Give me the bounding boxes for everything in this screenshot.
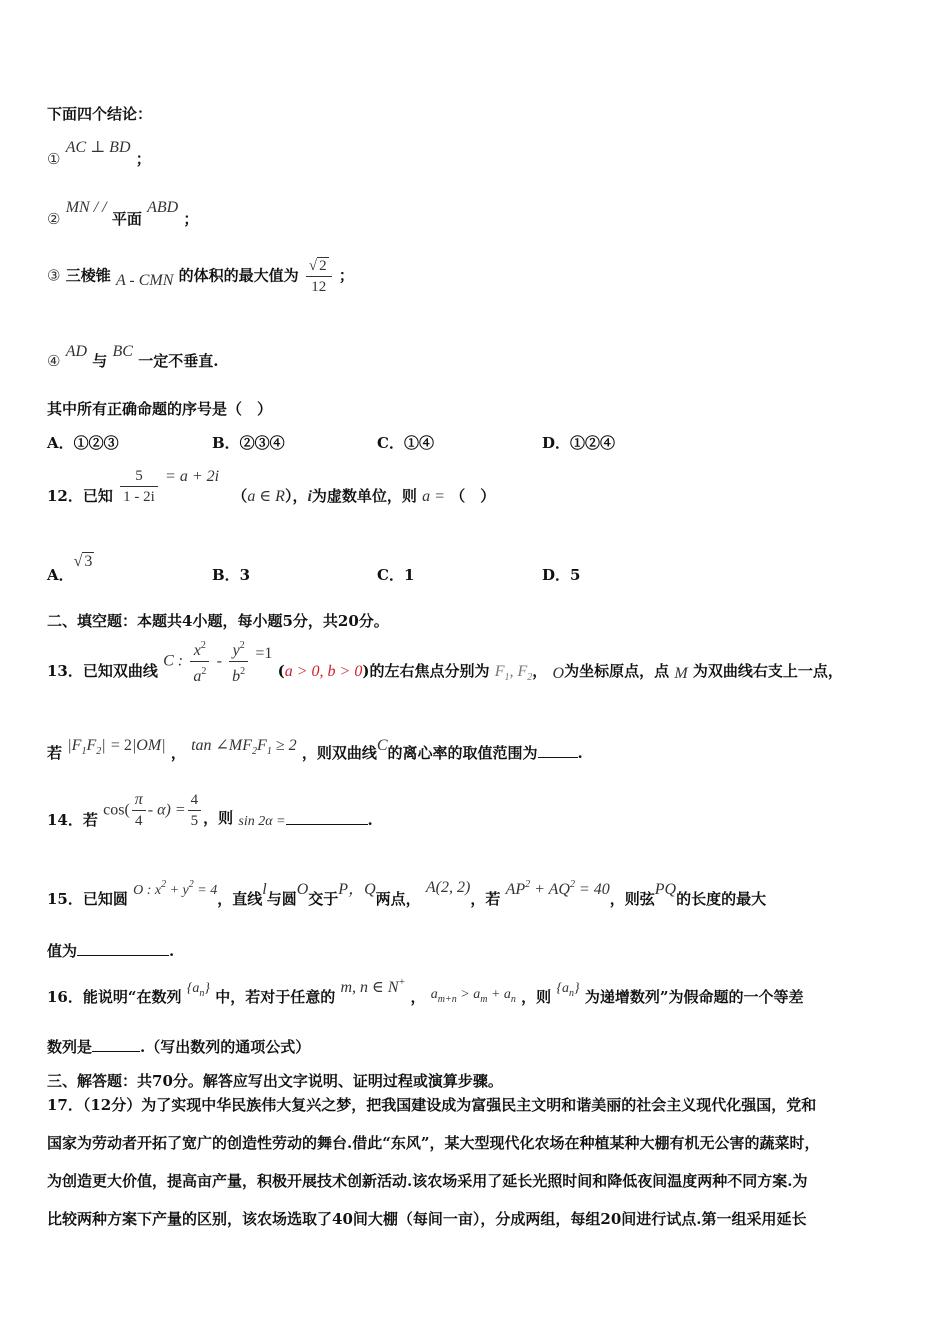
q13-abs-f1: F <box>71 737 82 754</box>
q14-end: . <box>367 810 373 829</box>
q15-condition: $AP^2 + AQ^2 = 40$ <box>505 879 610 898</box>
q13-y-fraction: $\frac{y^2}{b^2}$ <box>229 636 248 687</box>
q11-prompt: 其中所有正确命题的序号是（ ） <box>47 400 273 418</box>
q15-end: . <box>169 942 175 960</box>
q13-minus: - <box>216 652 222 670</box>
conclusion-4-text2: 一定不垂直. <box>138 352 219 370</box>
q13-text1: 的左右焦点分别为 <box>369 661 490 680</box>
q12-option-c: C．1 <box>377 566 415 584</box>
conclusion-3-text1: 三棱锥 <box>65 266 111 285</box>
q16-text2: ，则 <box>521 988 552 1006</box>
q16-tail: .（写出数列的通项公式） <box>140 1038 311 1056</box>
q13-tan: $\tan \angle MF_2F_1 \ge 2$ <box>191 737 297 757</box>
q14-value-fraction <box>188 790 202 831</box>
q11-option-c: C．①④ <box>377 434 434 452</box>
q15-text7: 的长度的最大 <box>676 890 767 908</box>
conclusion-2-end: ； <box>183 210 199 228</box>
conclusion-2-expr1: MN / / <box>65 199 107 216</box>
volume-denominator: 12 <box>311 279 327 295</box>
q13-abs-f2: F <box>86 737 97 754</box>
q13-line2-start: 若 <box>47 744 63 762</box>
q12-imag-unit: i <box>307 487 312 505</box>
q13-point-m: M <box>674 664 688 682</box>
q15-circle-r: = 4 <box>197 883 218 898</box>
q13-a: a <box>193 668 202 685</box>
q16-am: > a <box>460 987 481 1002</box>
q13-text5: 的离心率的取值范围为 <box>387 744 538 762</box>
volume-numerator: 2 <box>319 258 327 274</box>
intro-text: 下面四个结论： <box>47 105 153 123</box>
q15-aq: + AQ <box>534 881 570 898</box>
q13-x: x <box>193 642 201 659</box>
q13-abs-f1f2: $|F_1F_2|$ <box>67 737 106 757</box>
conclusion-4-text1: 与 <box>92 352 108 370</box>
q14-pi: π <box>132 790 146 811</box>
q15-text5: ，若 <box>470 890 501 908</box>
conclusion-2-mark: ② <box>47 210 61 228</box>
conclusion-3-expr: A - CMN <box>115 271 174 289</box>
q13-cond-wrap: (a > 0, b > 0) <box>277 661 370 680</box>
q15-line-2 <box>47 940 174 961</box>
q13-origin: O <box>552 664 565 682</box>
conclusion-1-mark: ① <box>47 150 61 168</box>
conclusion-1 <box>47 136 151 168</box>
section-2-heading: 二、填空题：本题共4小题，每小题5分，共20分。 <box>47 612 389 630</box>
q13-comma-1: ， <box>532 661 548 680</box>
q16-text3: 为递增数列”为假命题的一个等差 <box>584 988 804 1006</box>
q13-answer-blank[interactable] <box>538 743 578 758</box>
q13-text4: ，则双曲线 <box>301 744 377 762</box>
q14 <box>47 790 373 831</box>
q17-line-3: 为创造更大价值，提高亩产量，积极开展技术创新活动.该农场采用了延长光照时间和降低夜间温度两种不同方案.为 <box>47 1172 808 1190</box>
q12-cond-open: （ <box>232 486 248 505</box>
q12-text: 为虚数单位，则 <box>311 486 417 505</box>
q12-rhs: = a + 2i <box>165 467 220 485</box>
q16-mn: m, n ∈ N+ <box>340 977 406 996</box>
conclusion-2-text: 平面 <box>111 210 142 228</box>
q13-label: 13．已知双曲线 <box>47 661 158 680</box>
q13-foci: $F_1$, $F_2$ <box>494 662 533 683</box>
q12-option-a-label: A． <box>47 566 74 584</box>
q17-line-1: 17．（12分）为了实现中华民族伟大复兴之梦，把我国建设成为富强民主文明和谐美丽的社会主义现代化强国，党和 <box>47 1096 817 1114</box>
q14-sin: sin 2α = <box>238 813 286 829</box>
q13-end: . <box>577 744 583 762</box>
q16-label: 16．能说明“在数列 <box>47 988 182 1006</box>
q16-an: a <box>192 981 200 996</box>
q11-option-a: A．①②③ <box>47 434 119 452</box>
q15-text6: ，则弦 <box>609 890 655 908</box>
q12-option-a-sqrt: √ 3 <box>73 553 93 570</box>
q16-line-1 <box>47 976 804 1006</box>
q15-points-pq: P，Q <box>338 881 376 898</box>
q15-line-1 <box>47 876 767 908</box>
q15-chord-pq: PQ <box>654 881 677 898</box>
q13-abs-om: |OM| <box>131 737 166 754</box>
q16-mn-expr: m, n ∈ N <box>340 979 399 996</box>
q12-tail: （ ） <box>450 486 496 505</box>
q16-ineq: $a_{m+n} > a_m + a_n$ <box>430 987 516 1005</box>
q15-text4: 两点， <box>375 890 421 908</box>
q15-label: 15．已知圆 <box>47 890 128 908</box>
q15-line2: 值为 <box>47 942 78 960</box>
q12-option-b: B．3 <box>212 566 251 584</box>
conclusion-3-text2: 的体积的最大值为 <box>178 266 299 285</box>
q12-option-a-value: 3 <box>84 553 93 570</box>
q15-point-a: A(2, 2) <box>425 879 471 896</box>
q11-option-d: D．①②④ <box>542 434 616 452</box>
q15-circle-y: + y <box>169 883 189 898</box>
conclusion-3-mark: ③ <box>47 266 61 285</box>
q15-circle-o: O <box>296 881 309 898</box>
q13-cond: a > 0, b > 0 <box>284 662 363 680</box>
q13-curve-name: C : <box>163 652 184 670</box>
q17-line-4: 比较两种方案下产量的区别，该农场选取了40间大棚（每间一亩），分成两组，每组20间进行试点.第一组采用延长 <box>47 1210 807 1228</box>
q14-cos: cos( <box>103 801 130 819</box>
conclusion-1-end: ； <box>135 150 151 168</box>
conclusion-2 <box>47 196 199 228</box>
q14-denominator: 5 <box>190 813 199 829</box>
q15-text3: 交于 <box>308 890 339 908</box>
q15-text1: ，直线 <box>217 890 263 908</box>
conclusion-4-mark: ④ <box>47 352 61 370</box>
q16-an-2: + a <box>490 987 511 1002</box>
q13-eq2: = 2 <box>110 737 132 754</box>
q15-text2: 与圆 <box>266 890 297 908</box>
q15-ap: AP <box>505 881 526 898</box>
sqrt-symbol: √ 2 <box>308 258 327 274</box>
q12-option-a <box>47 550 94 584</box>
q13-ge: ≥ 2 <box>275 737 297 754</box>
volume-fraction <box>306 256 332 297</box>
q16-line-2 <box>47 1036 310 1057</box>
q16-text1: 中，若对于任意的 <box>215 988 336 1006</box>
q14-alpha: - α) = <box>147 801 186 819</box>
q13-tan-expr: tan ∠MF <box>191 737 253 754</box>
q13-text2: 为坐标原点，点 <box>564 661 670 680</box>
q13-line-1 <box>47 636 843 687</box>
q13-line-2 <box>47 734 583 762</box>
q16-an-3: a <box>561 981 569 996</box>
q13-om: OM <box>136 737 162 754</box>
q12-ask: a = <box>422 487 445 505</box>
section-3-heading: 三、解答题：共70分。解答应写出文字说明、证明过程或演算步骤。 <box>47 1072 503 1090</box>
q12-cond-close: ）， <box>284 486 308 505</box>
q13-curve-c: C <box>376 737 388 754</box>
q14-pi-fraction <box>132 790 146 831</box>
q16-answer-blank[interactable] <box>92 1037 140 1052</box>
conclusion-4 <box>47 340 219 370</box>
conclusion-3 <box>47 256 354 297</box>
q13-y: y <box>232 642 240 659</box>
q16-seq-2: $\{a_n\}$ <box>556 981 580 999</box>
q11-option-b: B．②③④ <box>212 434 285 452</box>
q13-x-fraction: $\frac{x^2}{a^2}$ <box>190 636 209 687</box>
q15-answer-blank[interactable] <box>77 941 169 956</box>
q14-text: ，则 <box>203 808 234 827</box>
q14-numerator: 4 <box>188 790 202 811</box>
q15-line-l: l <box>262 881 267 898</box>
q14-answer-blank[interactable] <box>286 810 368 825</box>
q13-f2: F <box>517 662 528 680</box>
q13-comma: ， <box>170 744 186 762</box>
q13-eq: =1 <box>255 644 273 662</box>
q12 <box>47 466 495 507</box>
q14-four: 4 <box>135 813 143 829</box>
q12-fraction <box>120 466 158 507</box>
conclusion-2-expr2: ABD <box>147 199 179 216</box>
q13-b: b <box>232 668 241 685</box>
q13-text3: 为双曲线右支上一点， <box>692 661 843 680</box>
q16-amn: a <box>430 987 438 1002</box>
conclusion-4-expr2: BC <box>112 343 133 360</box>
q15-circle-x: O : x <box>133 883 162 898</box>
q16-line2: 数列是 <box>47 1038 93 1056</box>
q12-label: 12．已知 <box>47 486 113 505</box>
conclusion-3-end: ； <box>338 266 354 285</box>
q12-denominator: 1 - 2i <box>123 489 155 505</box>
conclusion-1-expr: AC ⊥ BD <box>65 139 131 156</box>
conclusion-4-expr1: AD <box>65 343 88 360</box>
q15-circle: O : $x^2 + y^2 = 4$ <box>133 879 218 898</box>
q17-line-2: 国家为劳动者开拓了宽广的创造性劳动的舞台.借此“东风”，某大型现代化农场在种植某种大棚有机无公害的蔬菜时， <box>47 1134 820 1152</box>
q16-comma: ， <box>410 988 426 1006</box>
q14-label: 14．若 <box>47 810 98 829</box>
q12-numerator: 5 <box>120 466 158 487</box>
q13-f1: F <box>494 662 505 680</box>
q15-eq-40: = 40 <box>578 881 610 898</box>
q16-seq: $\{a_n\}$ <box>186 981 210 999</box>
q12-option-d: D．5 <box>542 566 581 584</box>
q12-cond: a ∈ R <box>247 487 285 505</box>
